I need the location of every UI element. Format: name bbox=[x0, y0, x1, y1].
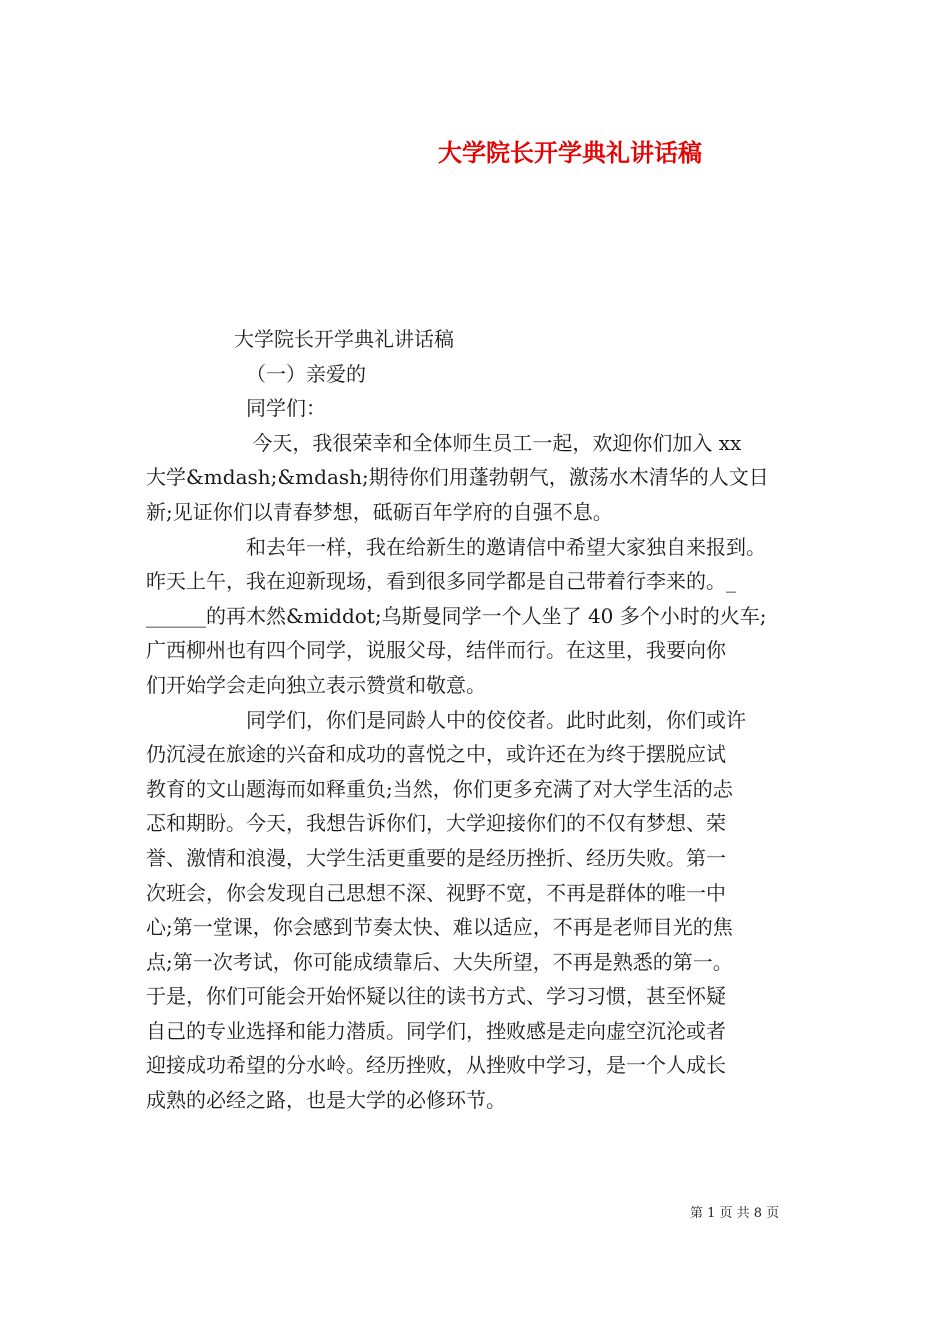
body-line: 成熟的必经之路，也是大学的必修环节。 bbox=[146, 1088, 506, 1113]
body-line: 们开始学会走向独立表示赞赏和敬意。 bbox=[146, 672, 486, 697]
body-line: 广西柳州也有四个同学，说服父母，结伴而行。在这里，我要向你 bbox=[146, 638, 726, 663]
body-line: 忑和期盼。今天，我想告诉你们，大学迎接你们的不仅有梦想、荣 bbox=[146, 811, 726, 836]
section-label: （一）亲爱的 bbox=[246, 361, 366, 386]
body-line: 于是，你们可能会开始怀疑以往的读书方式、学习习惯，甚至怀疑 bbox=[146, 984, 726, 1009]
body-line: 誉、激情和浪漫，大学生活更重要的是经历挫折、经历失败。第一 bbox=[146, 845, 726, 870]
body-line: 次班会，你会发现自己思想不深、视野不宽，不再是群体的唯一中 bbox=[146, 880, 726, 905]
body-line: 昨天上午，我在迎新现场，看到很多同学都是自己带着行李来的。_ bbox=[146, 569, 736, 594]
body-line: 迎接成功希望的分水岭。经历挫败，从挫败中学习，是一个人成长 bbox=[146, 1053, 726, 1078]
body-line: 新;见证你们以青春梦想，砥砺百年学府的自强不息。 bbox=[146, 499, 613, 524]
greeting-line: 同学们： bbox=[246, 396, 326, 421]
body-line: 大学&mdash;&mdash;期待你们用蓬勃朝气，激荡水木清华的人文日 bbox=[146, 465, 769, 490]
body-line: ______的再木然&middot;乌斯曼同学一个人坐了 40 多个小时的火车; bbox=[146, 603, 767, 628]
body-line: 今天，我很荣幸和全体师生员工一起，欢迎你们加入 xx bbox=[246, 430, 742, 455]
body-line: 同学们，你们是同龄人中的佼佼者。此时此刻，你们或许 bbox=[246, 707, 746, 732]
body-line: 心;第一堂课，你会感到节奏太快、难以适应，不再是老师目光的焦 bbox=[146, 915, 733, 940]
body-line: 和去年一样，我在给新生的邀请信中希望大家独自来报到。 bbox=[246, 534, 766, 559]
page-number: 第 1 页 共 8 页 bbox=[690, 1206, 780, 1221]
body-line: 点;第一次考试，你可能成绩靠后、大失所望，不再是熟悉的第一。 bbox=[146, 949, 733, 974]
document-title: 大学院长开学典礼讲话稿 bbox=[438, 138, 702, 167]
body-line: 自己的专业选择和能力潜质。同学们，挫败感是走向虚空沉沦或者 bbox=[146, 1018, 726, 1043]
body-line: 教育的文山题海而如释重负;当然，你们更多充满了对大学生活的忐 bbox=[146, 776, 733, 801]
body-subtitle: 大学院长开学典礼讲话稿 bbox=[234, 327, 454, 351]
body-line: 仍沉浸在旅途的兴奋和成功的喜悦之中，或许还在为终于摆脱应试 bbox=[146, 742, 726, 767]
document-body bbox=[146, 322, 814, 1118]
